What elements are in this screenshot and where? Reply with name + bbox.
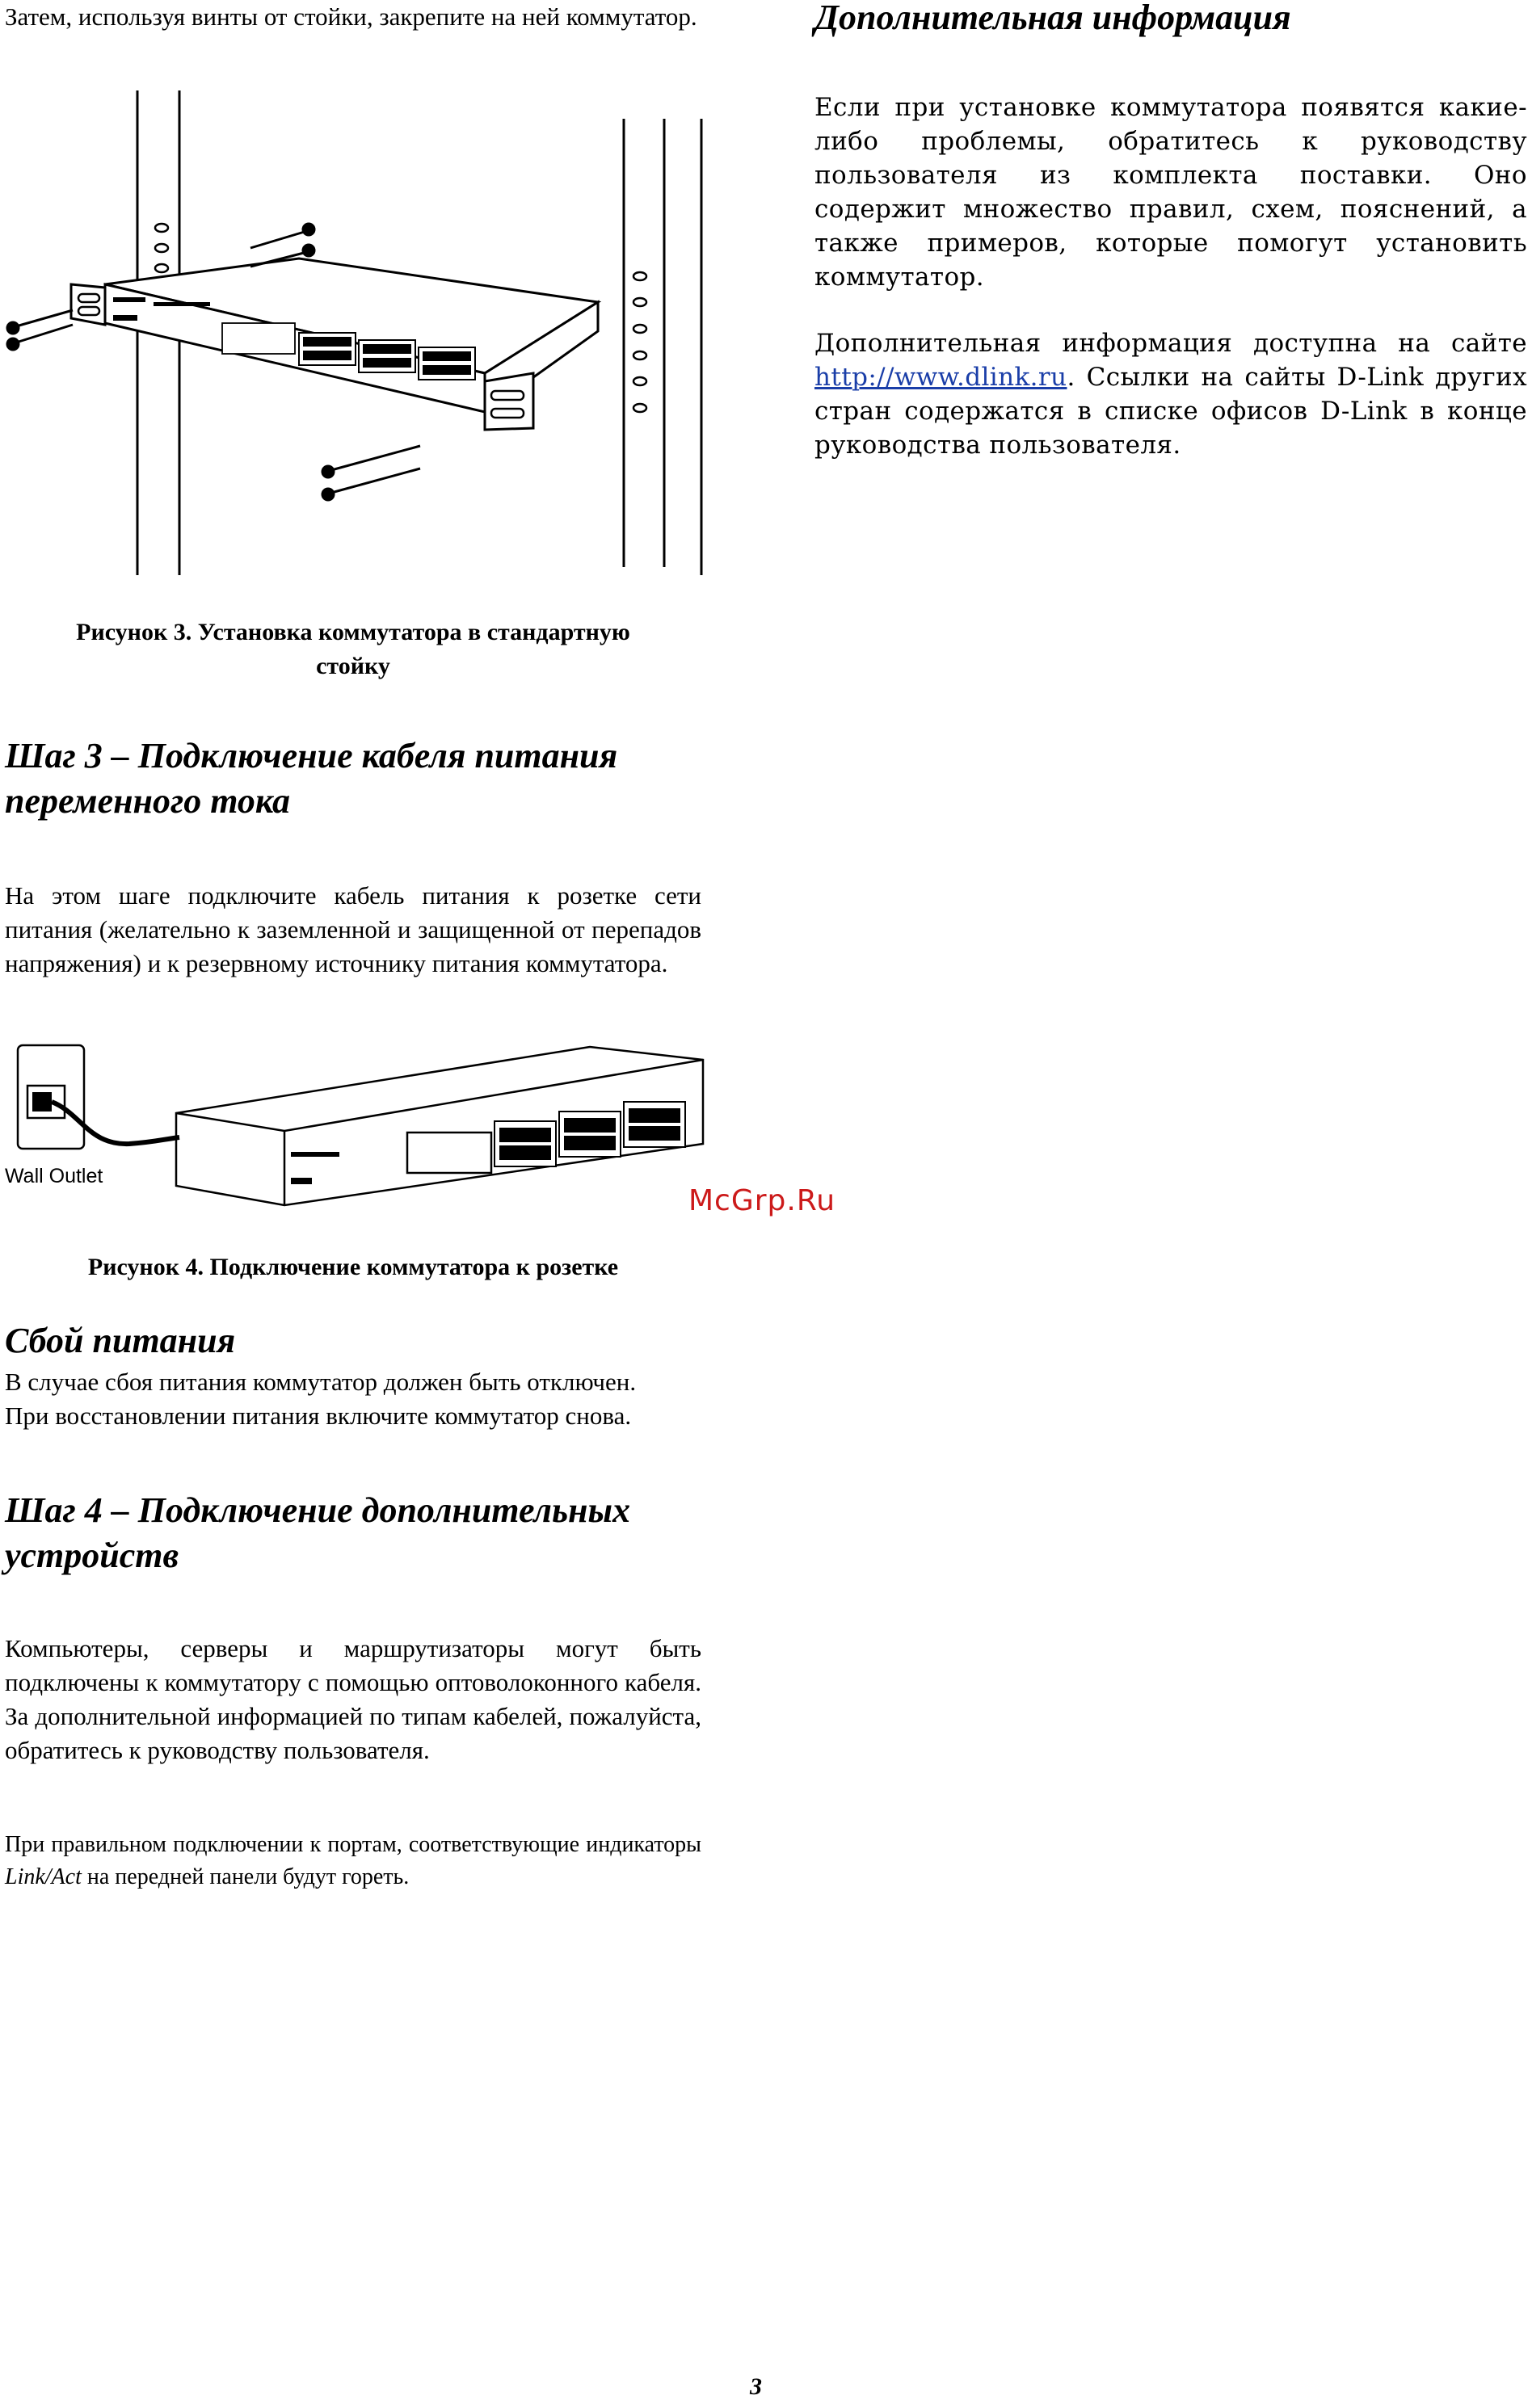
- additional-info-heading: Дополнительная информация: [814, 0, 1291, 37]
- step4-note-end: на передней панели будут гореть.: [81, 1864, 410, 1889]
- step3-paragraph: На этом шаге подключите кабель питания к розетке сети питания (желательно к заземленной и защищенной от перепадов напряжения) и к резервному источнику питания коммутатора.: [5, 881, 701, 977]
- step4-paragraph: Компьютеры, серверы и маршрутизаторы могут быть подключены к коммутатору с помощью оптоволоконного кабеля. За дополнительной информацией по типам кабелей, пожалуйста, обратитесь к руководству пользователя.: [5, 1634, 701, 1764]
- figure-3-caption-line-2: стойку: [316, 653, 390, 679]
- additional-info-paragraph-2-start: Дополнительная информация доступна на сайте: [814, 329, 1527, 358]
- additional-info-paragraph-1: Если при установке коммутатора появятся какие-либо проблемы, обратитесь к руководству пользователя из комплекта поставки. Оно содержит множество правил, схем, пояснений, а также примеров, которые помогут установить коммутатор.: [814, 93, 1527, 292]
- step3-heading-line-2: переменного тока: [5, 781, 291, 821]
- step3-heading-line-1: Шаг 3 – Подключение кабеля питания: [5, 736, 618, 775]
- step4-note-start: При правильном подключении к портам, соответствующие индикаторы: [5, 1832, 701, 1857]
- step4-note: [5, 1829, 701, 1893]
- figure-4-outlet-illustration: [0, 1040, 711, 1218]
- figure-3-rack-illustration: [0, 90, 711, 575]
- step4-heading-line-2: устройств: [5, 1536, 179, 1575]
- dlink-website-link[interactable]: http://www.dlink.ru: [814, 363, 1067, 392]
- figure-4-caption: Рисунок 4. Подключение коммутатора к розетке: [87, 1254, 619, 1280]
- power-failure-paragraph: В случае сбоя питания коммутатор должен быть отключен. При восстановлении питания включите коммутатор снова.: [5, 1368, 637, 1430]
- wall-outlet-label: Wall Outlet: [5, 1165, 103, 1187]
- power-failure-heading: Сбой питания: [5, 1321, 236, 1360]
- additional-info-paragraph-2-end: . Ссылки на сайты D-Link других стран содержатся в списке офисов D-Link в конце руководства пользователя.: [814, 363, 1527, 460]
- watermark: McGrp.Ru: [688, 1184, 836, 1217]
- page-number: 3: [750, 2373, 762, 2400]
- additional-info-paragraph-2: [814, 326, 1527, 462]
- figure-3-caption-line-1: Рисунок 3. Установка коммутатора в стандартную: [76, 619, 630, 645]
- intro-paragraph: Затем, используя винты от стойки, закрепите на ней коммутатор.: [5, 2, 697, 31]
- step4-heading-line-1: Шаг 4 – Подключение дополнительных: [5, 1490, 631, 1530]
- link-act-indicator-term: Link/Act: [5, 1864, 82, 1889]
